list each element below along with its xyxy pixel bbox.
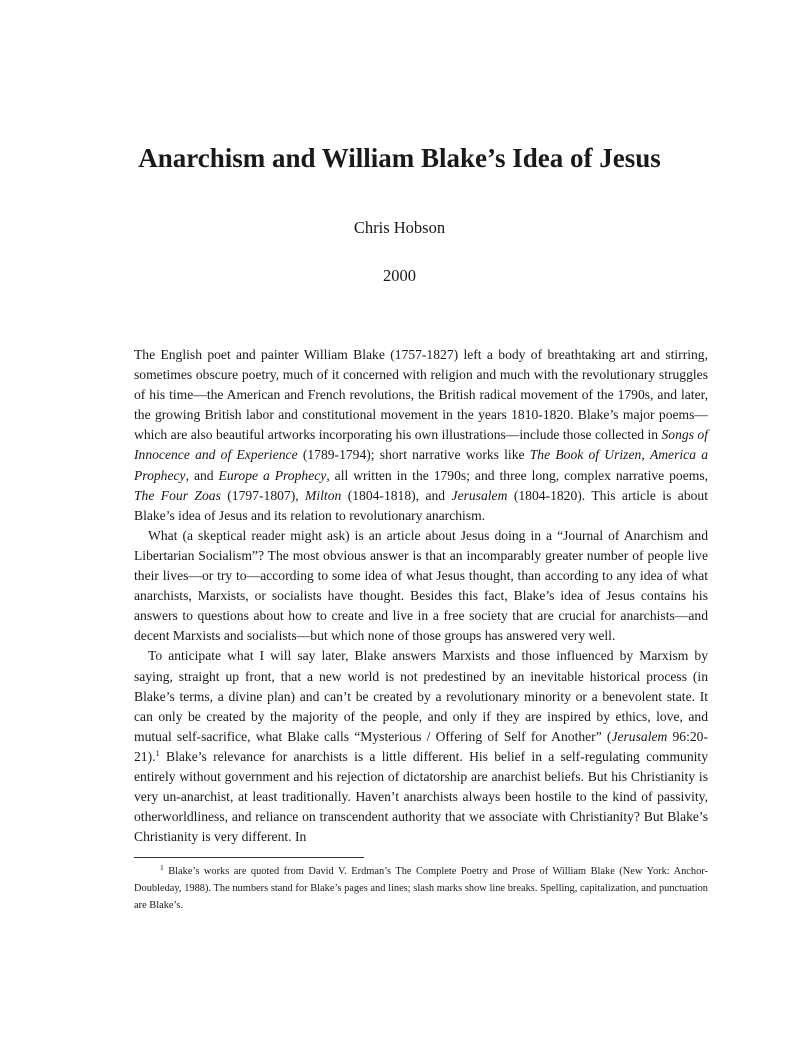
author-name: Chris Hobson bbox=[353, 218, 446, 237]
italic-title: Europe a Prophecy bbox=[218, 467, 327, 483]
italic-title: The Book of Urizen bbox=[529, 447, 642, 463]
paragraph-text: , all written in the 1790s; and three long, complex narrative poems, bbox=[326, 467, 709, 483]
paragraph-text: (1789-1794); short narrative works like bbox=[297, 447, 530, 463]
italic-title: Jerusalem bbox=[451, 487, 508, 503]
publication-date: 2000 bbox=[383, 266, 416, 285]
footnote-reference[interactable]: 1 bbox=[155, 747, 160, 758]
paragraph-text: 96:20-21). bbox=[134, 728, 708, 764]
paragraph-2 bbox=[134, 526, 708, 647]
italic-title: America a Prophecy bbox=[134, 447, 709, 483]
paragraph-text: The English poet and painter William Blake (1757-1827) left a body of breathtaking art and stirring, sometimes obscure poetry, much of it concerned with religion and much with the revolutionary struggles of his time—the American and French revolutions, the British radical movement of the 1790s, and later, the growing British labor and constitutional movement in the years 1810-1820. Blake’s major poems—which are also beautiful artworks incorporating his own illustrations—include those collected in bbox=[134, 347, 708, 443]
footnote-text: Blake’s works are quoted from David V. Erdman’s The Complete Poetry and Prose of William Blake (New York: Anchor-Doubleday, 1988). The numbers stand for Blake’s pages and lines; slash marks show line breaks. Spelling, capitalization, and punctuation are Blake’s. bbox=[134, 866, 708, 911]
paragraph-text: (1804-1820). This article is about Blake’s idea of Jesus and its relation to revolutionary anarchism. bbox=[134, 487, 708, 523]
footnote-divider bbox=[134, 857, 364, 858]
italic-title: Milton bbox=[305, 487, 342, 503]
italic-title: Jerusalem bbox=[611, 728, 668, 744]
article-body bbox=[134, 345, 708, 847]
paragraph-text: (1797-1807), bbox=[220, 487, 306, 503]
italic-title: The Four Zoas bbox=[134, 487, 221, 503]
paragraph-text: Blake’s relevance for anarchists is a little different. His belief in a self-regulating community entirely without government and his rejection of dictatorship are anarchist beliefs. But his Christianity is very un-anarchist, at least traditionally. Haven’t anarchists always been hostile to the kind of passivity, otherworldliness, and reliance on transcendent authority that we associate with Christianity? But Blake’s Christianity is very different. In bbox=[134, 748, 708, 845]
paragraph-3 bbox=[134, 646, 708, 847]
paragraph-text: , bbox=[641, 447, 650, 463]
paragraph-text: What (a skeptical reader might ask) is an article about Jesus doing in a “Journal of Anarchism and Libertarian Socialism”? The most obvious answer is that an incomparably greater number of people live their lives—or try to—according to some idea of what Jesus thought, than according to any idea of what anarchists, Marxists, or socialists have thought. Besides this fact, Blake’s idea of Jesus contains his answers to questions about how to create and live in a free society that are crucial for anarchists—and decent Marxists and socialists—but which none of those groups has answered very well. bbox=[134, 527, 708, 644]
footnote bbox=[134, 863, 708, 914]
paragraph-text: (1804-1818), and bbox=[341, 487, 452, 503]
italic-title: Songs of Innocence and of Experience bbox=[134, 427, 708, 463]
paragraph-1 bbox=[134, 345, 708, 526]
page-title: Anarchism and William Blake’s Idea of Jesus bbox=[138, 143, 661, 173]
paragraph-text: , and bbox=[185, 467, 219, 483]
paragraph-text: To anticipate what I will say later, Blake answers Marxists and those influenced by Marxism by saying, straight up front, that a new world is not predestined by an inevitable historical process (in Blake’s terms, a divine plan) and can’t be created by a revolutionary minority or a benevolent state. It can only be created by the majority of the people, and only if they are inspired by ethics, love, and mutual self-sacrifice, what Blake calls “Mysterious / Offering of Self for Another” ( bbox=[134, 648, 708, 744]
footnote-marker: 1 bbox=[160, 863, 164, 872]
